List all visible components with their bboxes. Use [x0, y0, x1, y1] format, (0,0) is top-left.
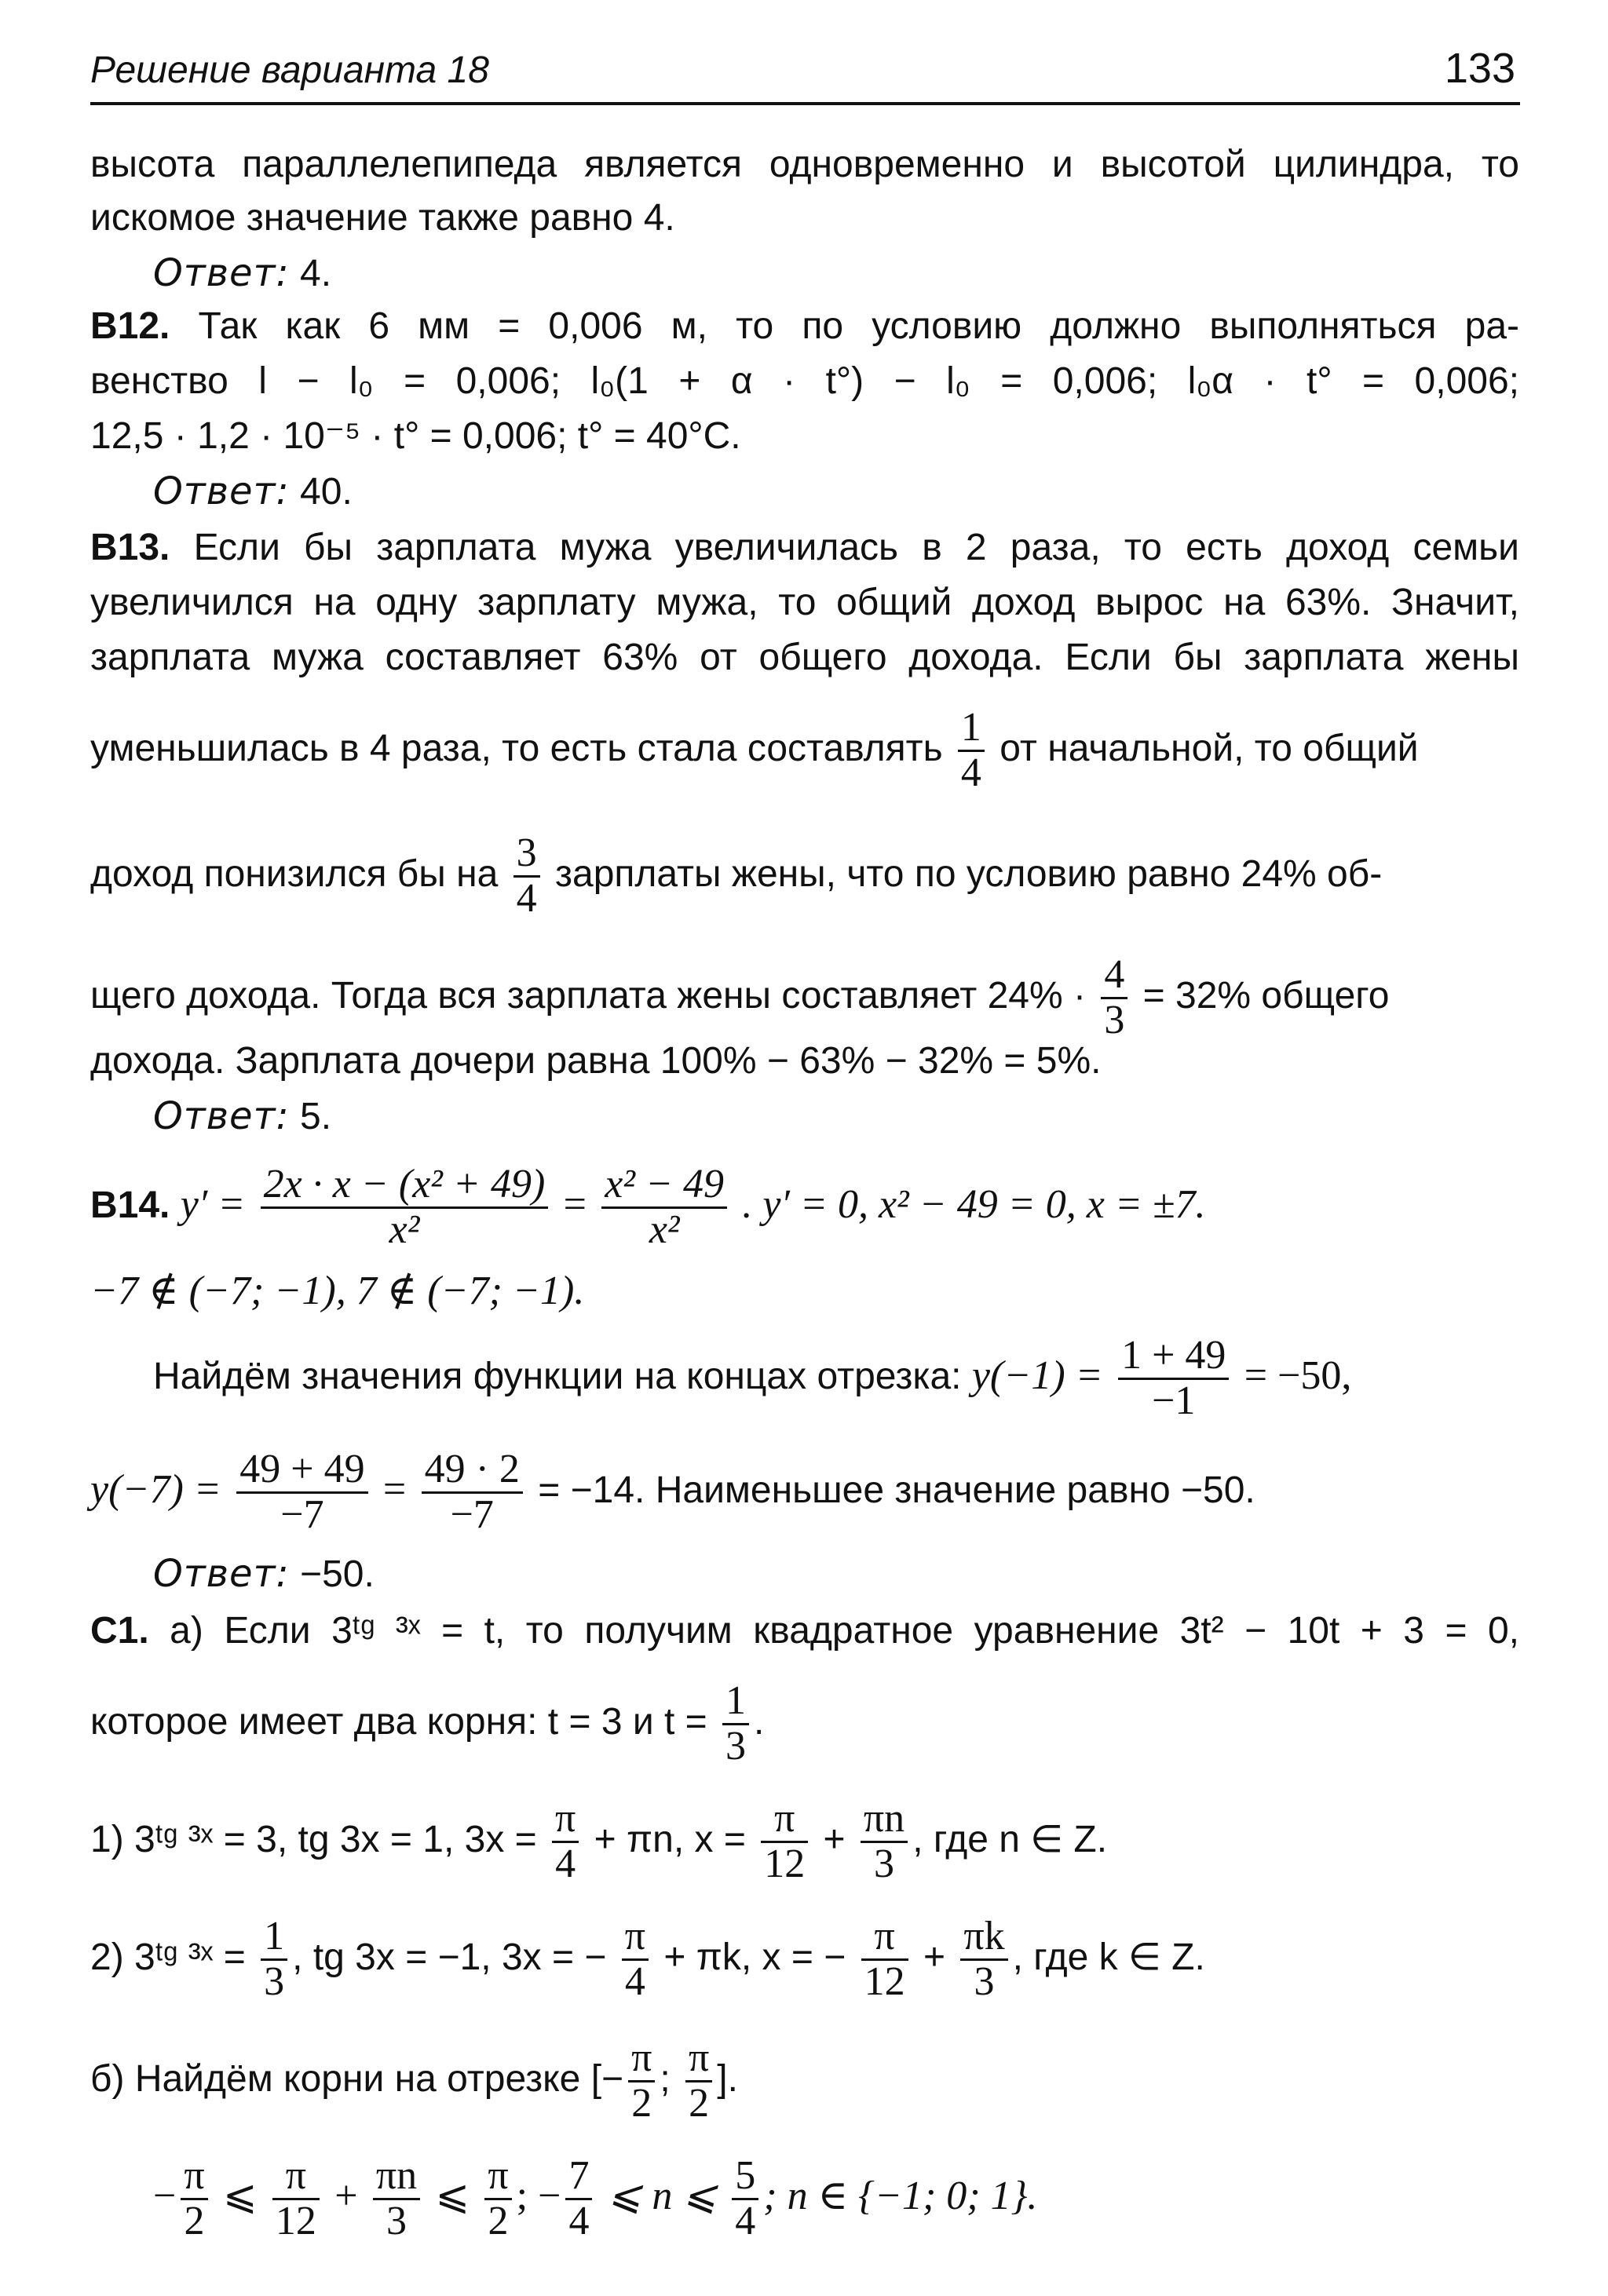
fraction-numerator: πk [960, 1915, 1007, 1961]
answer-value: −50. [300, 1553, 375, 1595]
b13-line-4 [90, 706, 1519, 794]
fraction-pi-2 [685, 2037, 712, 2125]
b14-y-minus-1: y(−1) = [971, 1352, 1103, 1398]
b13-line-2: увеличился на одну зарплату мужа, то общий доход вырос на 63%. Значит, [90, 582, 1519, 623]
c1-text-2a: которое имеет два корня: t = 3 и t = [90, 1700, 707, 1743]
running-header-title: Решение варианта 18 [90, 49, 489, 91]
fraction-derivative-2 [601, 1163, 727, 1251]
b13-text-5b: зарплаты жены, что по условию равно 24% об- [555, 852, 1383, 895]
fraction-numerator: π [628, 2037, 655, 2082]
b13-line-3: зарплата мужа составляет 63% от общего дохода. Если бы зарплата жены [90, 637, 1519, 678]
c1-inequality [153, 2155, 1582, 2243]
fraction-denominator: −7 [450, 1491, 494, 1537]
n-bounds: ⩽ n ⩽ [607, 2173, 717, 2218]
b13-line-7: дохода. Зарплата дочери равна 100% − 63% − 32% = 5%. [90, 1040, 1102, 1082]
b13-text-5a: доход понизился бы на [90, 852, 499, 895]
fraction-pi-4 [552, 1798, 579, 1885]
fraction-numerator: π [484, 2155, 511, 2200]
b14-derivative: y′ = [180, 1181, 246, 1227]
c1-text-2b: . [754, 1700, 765, 1743]
equals-sign: = [563, 1181, 587, 1227]
fraction-numerator: π [861, 1915, 908, 1961]
fraction-denominator: 3 [874, 1841, 895, 1886]
header-rule [90, 102, 1520, 105]
fraction-numerator: π [181, 2155, 207, 2200]
b13-line-5 [90, 832, 1519, 920]
fraction-numerator: π [685, 2037, 712, 2082]
b14-text-4: = −14. Наименьшее значение равно −50. [538, 1469, 1255, 1511]
fraction-numerator: π [552, 1798, 579, 1843]
c1-case1-b: + πn, x = [594, 1818, 746, 1860]
b14-line-3 [153, 1334, 1582, 1422]
c1-case2-b: + πk, x = − [663, 1936, 846, 1978]
b12-line-3: 12,5 · 1,2 · 10⁻⁵ · t° = 0,006; t° = 40°C. [90, 415, 741, 457]
fraction-pi-12 [272, 2155, 320, 2243]
fraction-denominator: 2 [184, 2198, 205, 2243]
answer-label: Ответ: [153, 1094, 290, 1138]
fraction-numerator: 3 [513, 832, 540, 878]
fraction-denominator: 12 [864, 1958, 905, 2004]
fraction-denominator: 4 [960, 750, 981, 795]
fraction-denominator: −7 [280, 1491, 324, 1537]
fraction-numerator: π [622, 1915, 649, 1961]
problem-label-c1: С1. [90, 1610, 149, 1652]
c1-part-b-end: ]. [717, 2057, 738, 2100]
answer-2 [153, 468, 1582, 516]
minus-sign: − [153, 2173, 177, 2218]
answer-value: 5. [300, 1096, 332, 1137]
fraction-denominator: 3 [974, 1958, 995, 2004]
fraction-numerator: 49 + 49 [236, 1448, 367, 1494]
page-number: 133 [1444, 45, 1515, 92]
fraction-numerator: 1 [261, 1915, 287, 1961]
c1-text-1: а) Если 3ᵗᵍ ³ˣ = t, то получим квадратное уравнение 3t² − 10t + 3 = 0, [170, 1610, 1519, 1652]
b14-line-2: −7 ∉ (−7; −1), 7 ∉ (−7; −1). [90, 1268, 585, 1313]
plus-sign: + [923, 1936, 945, 1978]
answer-label: Ответ: [153, 1552, 290, 1596]
separator: ; − [516, 2173, 561, 2218]
text-line-2: искомое значение также равно 4. [90, 197, 675, 239]
fraction-four-thirds [1101, 954, 1127, 1042]
fraction-denominator: 3 [1104, 997, 1125, 1042]
fraction-denominator: 3 [386, 2198, 407, 2243]
c1-case2-a: 2) 3ᵗᵍ ³ˣ = [90, 1936, 246, 1978]
c1-case-2 [90, 1915, 1519, 2003]
b14-value-minus-50: = −50, [1244, 1352, 1352, 1398]
c1-case2-a2: , tg 3x = −1, 3x = − [292, 1936, 607, 1978]
c1-part-b-a: б) Найдём корни на отрезке [− [90, 2057, 624, 2100]
fraction-denominator: 12 [275, 2198, 316, 2243]
b13-text-4b: от начальной, то общий [1000, 727, 1419, 769]
fraction-pi-2 [484, 2155, 511, 2243]
c1-part-b [90, 2037, 1519, 2125]
problem-label-b12: В12. [90, 305, 170, 347]
fraction-numerator: π [272, 2155, 320, 2200]
b14-line-4 [90, 1448, 1519, 1536]
fraction-numerator: 4 [1101, 954, 1127, 999]
c1-case2-d: , где k ∈ Z. [1012, 1936, 1205, 1978]
c1-case1-d: , где n ∈ Z. [912, 1818, 1108, 1860]
fraction-pi-12 [861, 1915, 908, 2003]
n-set: ; n ∈ {−1; 0; 1}. [763, 2173, 1038, 2218]
answer-3 [153, 1093, 1582, 1141]
answer-value: 4. [300, 253, 332, 294]
fraction-denominator: 3 [264, 1958, 285, 2004]
answer-value: 40. [300, 471, 353, 513]
fraction-y-minus-7-a [236, 1448, 367, 1536]
fraction-three-quarters [513, 832, 540, 920]
fraction-denominator: 4 [624, 1958, 645, 2004]
answer-label: Ответ: [153, 251, 290, 295]
plus-sign: + [334, 2173, 358, 2218]
fraction-one-quarter [958, 706, 985, 794]
leq-sign: ⩽ [222, 2173, 258, 2218]
fraction-denominator: 12 [764, 1841, 806, 1886]
fraction-pi-4 [622, 1915, 649, 2003]
fraction-derivative-1 [261, 1163, 549, 1251]
fraction-numerator: 1 [722, 1680, 749, 1725]
answer-4 [153, 1550, 1582, 1598]
fraction-denominator: x² [649, 1206, 680, 1252]
fraction-numerator: 49 · 2 [422, 1448, 523, 1494]
fraction-numerator: 2x · x − (x² + 49) [261, 1163, 549, 1209]
b13-line-6 [90, 954, 1519, 1042]
b13-text-6b: = 32% общего [1142, 974, 1390, 1017]
fraction-denominator: 4 [735, 2198, 756, 2243]
fraction-numerator: 1 + 49 [1118, 1334, 1229, 1380]
fraction-numerator: π [761, 1798, 808, 1843]
fraction-denominator: 3 [725, 1723, 747, 1769]
semicolon: ; [660, 2057, 671, 2100]
answer-label: Ответ: [153, 469, 290, 513]
b12-line-2: венство l − l₀ = 0,006; l₀(1 + α · t°) − l₀ = 0,006; l₀α · t° = 0,006; [90, 360, 1519, 402]
fraction-y-minus-1 [1118, 1334, 1229, 1422]
fraction-pi-2 [628, 2037, 655, 2125]
fraction-numerator: x² − 49 [601, 1163, 727, 1209]
fraction-pi-2 [181, 2155, 207, 2243]
answer-1 [153, 250, 1582, 297]
b13-text-6a: щего дохода. Тогда вся зарплата жены составляет 24% · [90, 974, 1086, 1017]
fraction-numerator: 5 [732, 2155, 758, 2200]
fraction-denominator: 4 [516, 875, 537, 921]
fraction-numerator: 7 [565, 2155, 592, 2200]
fraction-y-minus-7-b [422, 1448, 523, 1536]
problem-label-b13: В13. [90, 527, 170, 568]
b14-roots: . y′ = 0, x² − 49 = 0, x = ±7. [742, 1181, 1206, 1227]
leq-sign: ⩽ [435, 2173, 470, 2218]
fraction-numerator: 1 [958, 706, 985, 752]
fraction-numerator: πn [373, 2155, 420, 2200]
b14-line-1 [90, 1163, 1519, 1251]
b14-y-minus-7: y(−7) = [90, 1466, 221, 1512]
fraction-pi-n-3 [373, 2155, 420, 2243]
fraction-denominator: 2 [631, 2080, 652, 2126]
fraction-five-quarters [732, 2155, 758, 2243]
fraction-denominator: −1 [1152, 1378, 1196, 1423]
text-line-1: высота параллелепипеда является одновременно и высотой цилиндра, то [90, 144, 1519, 185]
plus-sign: + [823, 1818, 846, 1860]
b13-line-1 [90, 524, 1519, 571]
fraction-one-third [722, 1680, 749, 1768]
fraction-pi-n-3 [861, 1798, 908, 1885]
b14-text-3a: Найдём значения функции на концах отрезка: [153, 1355, 962, 1397]
b13-text-4a: уменьшилась в 4 раза, то есть стала составлять [90, 727, 943, 769]
fraction-seven-quarters [565, 2155, 592, 2243]
b12-text-1: Так как 6 мм = 0,006 м, то по условию должно выполняться ра- [198, 305, 1519, 347]
fraction-denominator: 2 [488, 2198, 509, 2243]
fraction-pi-k-3 [960, 1915, 1007, 2003]
fraction-pi-12 [761, 1798, 808, 1885]
fraction-denominator: 4 [555, 1841, 576, 1886]
b12-line-1 [90, 303, 1519, 350]
b13-text-1: Если бы зарплата мужа увеличилась в 2 раза, то есть доход семьи [193, 527, 1519, 568]
c1-line-2 [90, 1680, 1519, 1768]
fraction-one-third [261, 1915, 287, 2003]
c1-case1-a: 1) 3ᵗᵍ ³ˣ = 3, tg 3x = 1, 3x = [90, 1818, 537, 1860]
fraction-denominator: 4 [568, 2198, 590, 2243]
problem-label-b14: В14. [90, 1184, 170, 1226]
fraction-numerator: πn [861, 1798, 908, 1843]
fraction-denominator: 2 [689, 2080, 710, 2126]
fraction-denominator: x² [389, 1206, 420, 1252]
equals-sign: = [382, 1466, 407, 1512]
c1-line-1 [90, 1608, 1519, 1655]
c1-case-1 [90, 1798, 1519, 1885]
